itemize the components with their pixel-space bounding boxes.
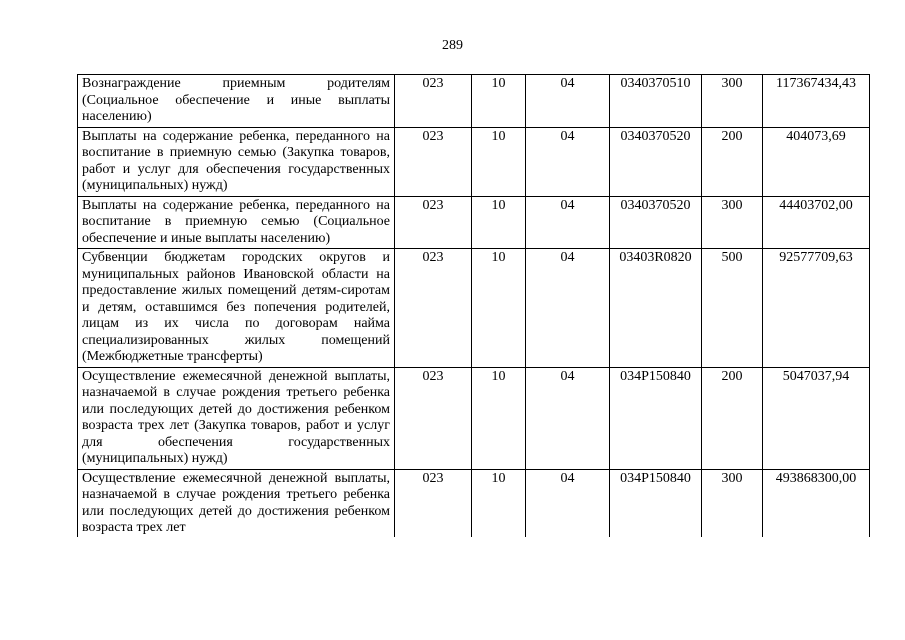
amount-value: 404073,69 xyxy=(763,127,870,196)
ministry-code: 023 xyxy=(395,367,472,469)
expense-type-code: 500 xyxy=(702,249,763,368)
row-description: Субвенции бюджетам городских округов и муниципальных районов Ивановской области на предоставление жилых помещений детям-сиротам и детям, оставшимся без попечения родителей, лицам из их числа по договорам найма специализированных жилых помещений (Межбюджетные трансферты) xyxy=(78,249,395,368)
expense-type-code: 300 xyxy=(702,196,763,249)
target-article-code: 0340370520 xyxy=(610,127,702,196)
row-description: Осуществление ежемесячной денежной выплаты, назначаемой в случае рождения третьего ребенка или последующих детей до достижения ребенком возраста трех лет (Закупка товаров, работ и услуг для обеспечения государственных (муниципальных) нужд) xyxy=(78,367,395,469)
target-article-code: 034P150840 xyxy=(610,469,702,537)
section-code: 10 xyxy=(472,127,526,196)
expense-type-code: 300 xyxy=(702,469,763,537)
subsection-code: 04 xyxy=(526,249,610,368)
table-row xyxy=(78,469,870,537)
amount-value: 5047037,94 xyxy=(763,367,870,469)
row-description: Выплаты на содержание ребенка, переданного на воспитание в приемную семью (Закупка товаров, работ и услуг для обеспечения государственных (муниципальных) нужд) xyxy=(78,127,395,196)
ministry-code: 023 xyxy=(395,469,472,537)
section-code: 10 xyxy=(472,249,526,368)
subsection-code: 04 xyxy=(526,196,610,249)
target-article-code: 03403R0820 xyxy=(610,249,702,368)
ministry-code: 023 xyxy=(395,127,472,196)
row-description: Осуществление ежемесячной денежной выплаты, назначаемой в случае рождения третьего ребенка или последующих детей до достижения ребенком возраста трех лет xyxy=(82,470,390,535)
table-row xyxy=(78,127,870,196)
table-row xyxy=(78,75,870,128)
target-article-code: 034P150840 xyxy=(610,367,702,469)
row-description: Вознаграждение приемным родителям (Социальное обеспечение и иные выплаты населению) xyxy=(78,75,395,128)
amount-value: 493868300,00 xyxy=(763,469,870,537)
expense-type-code: 200 xyxy=(702,127,763,196)
amount-value: 117367434,43 xyxy=(763,75,870,128)
expense-type-code: 200 xyxy=(702,367,763,469)
subsection-code: 04 xyxy=(526,367,610,469)
expense-type-code: 300 xyxy=(702,75,763,128)
ministry-code: 023 xyxy=(395,75,472,128)
subsection-code: 04 xyxy=(526,469,610,537)
ministry-code: 023 xyxy=(395,196,472,249)
subsection-code: 04 xyxy=(526,75,610,128)
target-article-code: 0340370510 xyxy=(610,75,702,128)
budget-table xyxy=(77,74,870,537)
amount-value: 92577709,63 xyxy=(763,249,870,368)
target-article-code: 0340370520 xyxy=(610,196,702,249)
section-code: 10 xyxy=(472,196,526,249)
amount-value: 44403702,00 xyxy=(763,196,870,249)
table-row xyxy=(78,367,870,469)
row-description: Выплаты на содержание ребенка, переданного на воспитание в приемную семью (Социальное обеспечение и иные выплаты населению) xyxy=(78,196,395,249)
table-row xyxy=(78,196,870,249)
section-code: 10 xyxy=(472,367,526,469)
table-row xyxy=(78,249,870,368)
row-description-cell xyxy=(78,469,395,537)
page-number: 289 xyxy=(442,38,463,53)
section-code: 10 xyxy=(472,75,526,128)
ministry-code: 023 xyxy=(395,249,472,368)
section-code: 10 xyxy=(472,469,526,537)
subsection-code: 04 xyxy=(526,127,610,196)
